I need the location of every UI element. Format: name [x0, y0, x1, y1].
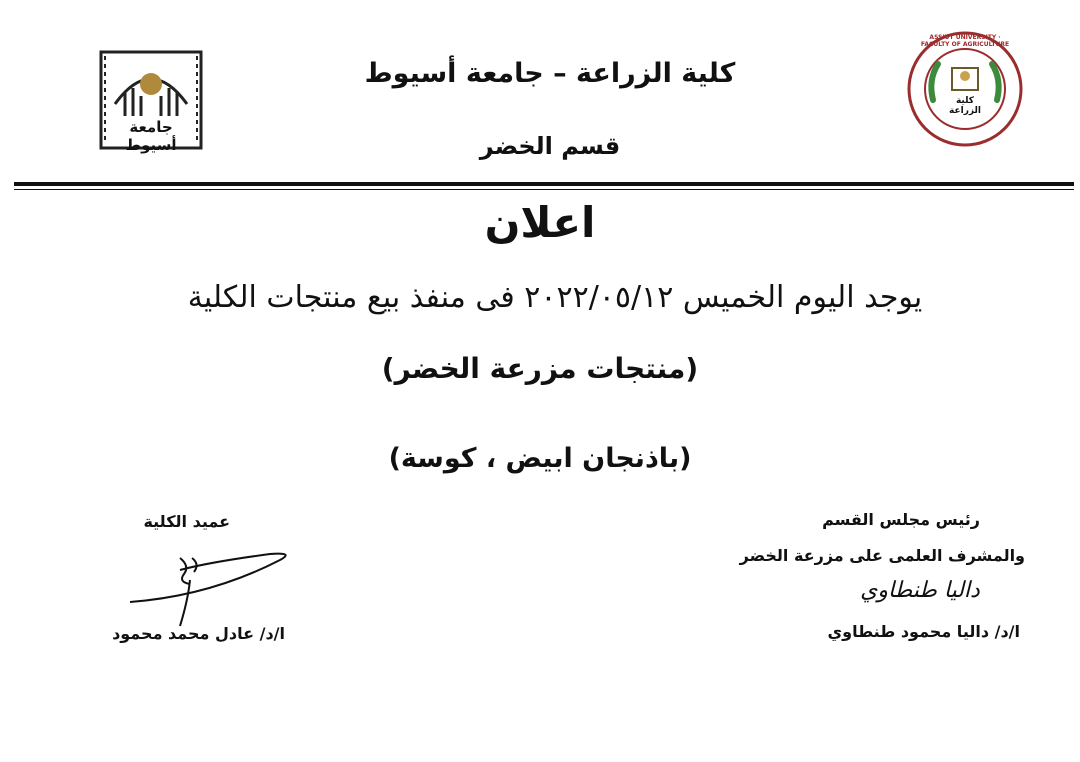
- header-divider-thin: [14, 189, 1074, 190]
- left-handwritten-signature: [120, 540, 300, 630]
- right-handwritten-signature: داليا طنطاوي: [860, 578, 980, 603]
- right-signature-role-2: والمشرف العلمى على مزرعة الخضر: [739, 546, 1025, 565]
- faculty-university-heading: كلية الزراعة – جامعة أسيوط: [364, 58, 736, 89]
- right-signatory-name: ا/د/ داليا محمود طنطاوي: [827, 622, 1020, 641]
- announcement-line-3: (باذنجان ابيض ، كوسة): [388, 443, 692, 474]
- assiut-university-logo: [95, 44, 207, 154]
- header-divider: [14, 182, 1074, 186]
- faculty-of-agriculture-seal: [906, 30, 1024, 148]
- announcement-line-2: (منتجات مزرعة الخضر): [381, 352, 699, 385]
- left-signature-role: عميد الكلية: [143, 512, 230, 531]
- announcement-line-1: يوجد اليوم الخميس ٢٠٢٢/٠٥/١٢ فى منفذ بيع منتجات الكلية: [187, 280, 923, 315]
- right-signature-role-1: رئيس مجلس القسم: [822, 510, 980, 529]
- seal-ring-text: ASSIUT UNIVERSITY · FACULTY OF AGRICULTURE: [920, 34, 1010, 48]
- announcement-title: اعلان: [484, 198, 596, 247]
- left-logo-text: جامعة أسيوط: [125, 118, 177, 154]
- department-heading: قسم الخضر: [479, 132, 621, 160]
- seal-inner-text: كلية الزراعة: [949, 96, 981, 116]
- left-signatory-name: ا/د/ عادل محمد محمود: [112, 624, 285, 643]
